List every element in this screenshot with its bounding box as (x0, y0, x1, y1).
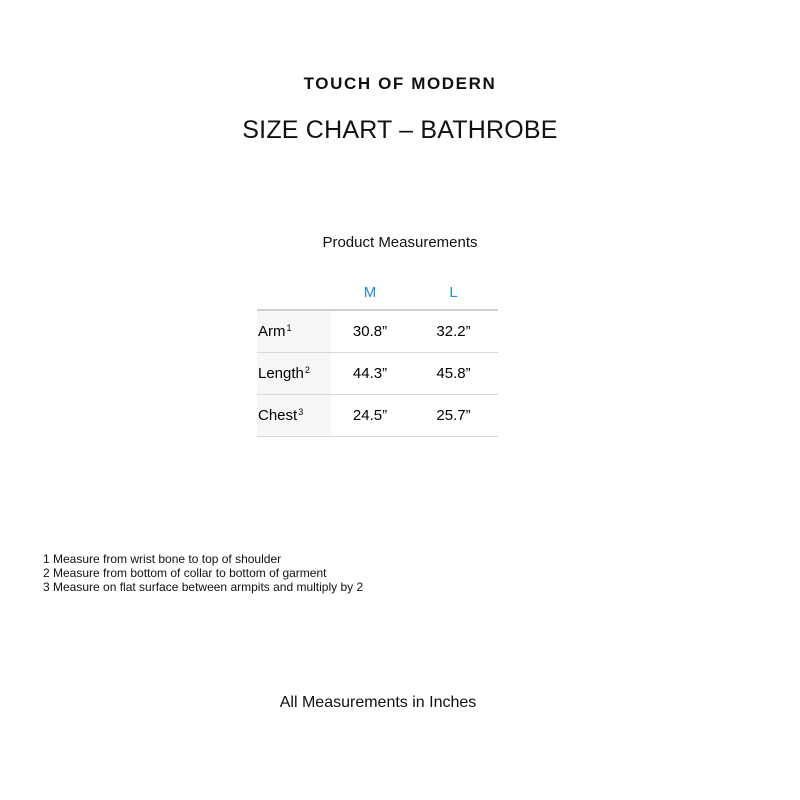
row-label-cell (257, 395, 331, 437)
measurement-cell: 25.7” (409, 395, 498, 437)
footnote: 1 Measure from wrist bone to top of shoulder (43, 552, 282, 566)
measurement-cell: 24.5” (331, 395, 409, 437)
row-label-cell (257, 353, 331, 395)
measurement-cell: 30.8” (331, 310, 409, 353)
footnote-marker: 3 (298, 407, 304, 417)
measurement-cell: 44.3” (331, 353, 409, 395)
footnote-marker: 2 (304, 365, 310, 375)
column-header-size: L (409, 276, 498, 310)
brand-logo: TOUCH OF MODERN (303, 74, 497, 93)
footnote: 3 Measure on flat surface between armpits and multiply by 2 (43, 580, 364, 594)
page-title: SIZE CHART – BATHROBE (242, 116, 558, 144)
table-row (257, 353, 498, 395)
table-row (257, 395, 498, 437)
size-table (257, 276, 498, 437)
column-header-size: M (331, 276, 409, 310)
measurement-cell: 45.8” (409, 353, 498, 395)
row-label: Chest (258, 407, 298, 424)
footnotes (43, 552, 363, 594)
row-label: Length (258, 365, 304, 382)
measurement-cell: 32.2” (409, 310, 498, 353)
table-corner-cell (257, 276, 331, 310)
table-row (257, 310, 498, 353)
table-caption: Product Measurements (322, 234, 478, 251)
footnote: 2 Measure from bottom of collar to bottom of garment (43, 566, 327, 580)
table-header-row (257, 276, 498, 310)
row-label: Arm (258, 323, 286, 340)
row-label-cell (257, 310, 331, 353)
footnote-marker: 1 (286, 323, 292, 333)
units-note: All Measurements in Inches (279, 694, 477, 711)
